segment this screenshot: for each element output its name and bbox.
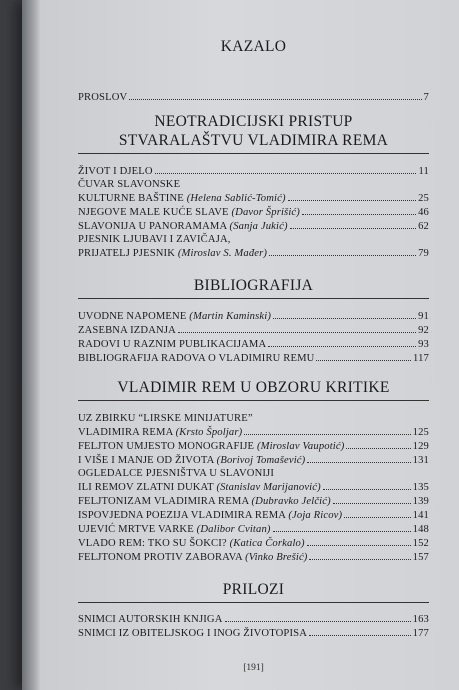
entry-page: 117	[413, 353, 429, 364]
entry-page: 163	[412, 614, 429, 625]
entry-title: I VIŠE I MANJE OD ŽIVOTA (Borivoj Tomašević)	[78, 455, 306, 466]
dot-leader	[307, 545, 411, 546]
toc-entry	[78, 495, 429, 509]
page-spine-shadow	[22, 0, 40, 690]
entry-title: FELJTON UMJESTO MONOGRAFIJE (Miroslav Vaupotić)	[78, 441, 345, 452]
toc-entry	[78, 537, 429, 551]
entry-title: SNIMCI IZ OBITELJSKOG I INOG ŽIVOTOPISA	[78, 628, 307, 639]
section-heading-2: BIBLIOGRAFIJA	[193, 277, 314, 294]
entry-title: FELJTONIZAM VLADIMIRA REMA (Dubravko Jelčić)	[78, 496, 331, 507]
entry-page: 139	[412, 496, 429, 507]
section-heading-1b: STVARALAŠTVU VLADIMIRA REMA	[118, 132, 389, 149]
entry-title: BIBLIOGRAFIJA RADOVA O VLADIMIRU REMU	[78, 353, 315, 364]
toc-entry	[78, 551, 429, 565]
entry-title: ISPOVJEDNA POEZIJA VLADIMIRA REMA (Joja Ricov)	[78, 510, 343, 521]
dot-leader	[244, 434, 410, 435]
entry-title: RADOVI U RAZNIM PUBLIKACIJAMA	[78, 339, 267, 350]
entry-page: 129	[412, 441, 429, 452]
entry-page: 62	[418, 221, 429, 232]
entry-title: VLADO REM: TKO SU ŠOKCI? (Katica Čorkalo)	[78, 538, 305, 549]
entry-page: 177	[412, 628, 429, 639]
dot-leader	[309, 635, 411, 636]
section-heading-3: VLADIMIR REM U OBZORU KRITIKE	[117, 379, 390, 396]
dot-leader	[290, 228, 416, 229]
entry-author: (Borivoj Tomašević)	[216, 455, 306, 466]
entry-author: (Stanislav Marijanović)	[216, 482, 321, 493]
entry-title: ILI REMOV ZLATNI DUKAT (Stanislav Marijanović)	[78, 482, 321, 493]
section-heading-1a: NEOTRADICIJSKI PRISTUP	[154, 113, 353, 130]
entry-page: 91	[418, 311, 429, 322]
toc-entry	[78, 324, 429, 338]
entry-author: (Sanja Jukić)	[229, 221, 288, 232]
entry-title: VLADIMIRA REMA (Krsto Špoljar)	[78, 427, 243, 438]
entry-page: 157	[412, 552, 429, 563]
entry-title: PROSLOV	[78, 92, 128, 103]
entry-author: (Helena Sablić-Tomić)	[186, 193, 286, 204]
dot-leader	[273, 318, 416, 319]
dot-leader	[307, 462, 410, 463]
entry-title: SLAVONIJA U PANORAMAMA (Sanja Jukić)	[78, 221, 288, 232]
toc-entry	[78, 627, 429, 641]
toc-entry	[78, 310, 429, 324]
entry-page: 152	[412, 538, 429, 549]
dot-leader	[225, 621, 411, 622]
toc-entry	[78, 481, 429, 495]
entry-title: SNIMCI AUTORSKIH KNJIGA	[78, 614, 223, 625]
dot-leader	[346, 448, 410, 449]
entry-author: (Katica Čorkalo)	[229, 538, 305, 549]
toc-entry	[78, 509, 429, 523]
toc-entry	[78, 220, 429, 234]
entry-author: (Davor Šprišić)	[231, 207, 300, 218]
entry-title: ZASEBNA IZDANJA	[78, 325, 176, 336]
dot-leader	[316, 360, 411, 361]
entry-title: PRIJATELJ PJESNIK (Miroslav S. Mađer)	[78, 248, 268, 259]
entry-page: 148	[412, 524, 429, 535]
dot-leader	[268, 346, 416, 347]
entry-pre-line: PJESNIK LJUBAVI I ZAVIČAJA,	[78, 234, 231, 245]
dot-leader	[344, 517, 410, 518]
entry-page: 11	[418, 166, 429, 177]
toc-entry	[78, 454, 429, 468]
toc-entry	[78, 352, 429, 366]
toc-entry	[78, 165, 429, 179]
entry-title: UJEVIĆ MRTVE VARKE (Dalibor Cvitan)	[78, 524, 271, 535]
entry-title: KULTURNE BAŠTINE (Helena Sablić-Tomić)	[78, 193, 286, 204]
entry-page: 25	[418, 193, 429, 204]
entry-page: 141	[412, 510, 429, 521]
entry-pre-line: OGLEDALCE PJESNIŠTVA U SLAVONIJI	[78, 468, 274, 479]
dot-leader	[129, 99, 421, 100]
section-rule	[78, 400, 429, 401]
entry-page: 79	[418, 248, 429, 259]
page-title: KAZALO	[220, 38, 287, 55]
dot-leader	[323, 489, 411, 490]
entry-author: (Dubravko Jelčić)	[251, 496, 331, 507]
dot-leader	[269, 255, 416, 256]
dot-leader	[155, 173, 417, 174]
entry-author: (Joja Ricov)	[288, 510, 343, 521]
toc-entry	[78, 338, 429, 352]
dot-leader	[309, 559, 410, 560]
entry-author: (Miroslav S. Mađer)	[177, 248, 268, 259]
dot-leader	[273, 531, 411, 532]
page-number: [191]	[243, 663, 264, 673]
entry-page: 93	[418, 339, 429, 350]
book-page	[22, 0, 459, 690]
entry-author: (Martin Kaminski)	[189, 311, 271, 322]
dot-leader	[302, 214, 416, 215]
dot-leader	[333, 503, 411, 504]
toc-entry	[78, 613, 429, 627]
entry-title: UVODNE NAPOMENE (Martin Kaminski)	[78, 311, 271, 322]
dot-leader	[178, 332, 416, 333]
section-heading-4: PRILOZI	[222, 581, 285, 598]
toc-entry	[78, 206, 429, 220]
entry-page: 131	[412, 455, 429, 466]
entry-page: 7	[423, 92, 429, 103]
entry-pre-line: ČUVAR SLAVONSKE	[78, 179, 181, 190]
entry-title: ŽIVOT I DJELO	[78, 166, 153, 177]
entry-page: 46	[418, 207, 429, 218]
toc-entry	[78, 426, 429, 440]
entry-author: (Miroslav Vaupotić)	[256, 441, 345, 452]
entry-author: (Vinko Brešić)	[245, 552, 308, 563]
entry-page: 92	[418, 325, 429, 336]
toc-entry	[78, 192, 429, 206]
toc-entry	[78, 247, 429, 261]
toc-entry	[78, 440, 429, 454]
entry-author: (Dalibor Cvitan)	[196, 524, 271, 535]
section-rule	[78, 602, 429, 603]
entry-page: 125	[412, 427, 429, 438]
toc-entry	[78, 523, 429, 537]
toc-entry-proslov	[78, 91, 429, 105]
entry-page: 135	[412, 482, 429, 493]
entry-title: FELJTONOM PROTIV ZABORAVA (Vinko Brešić)	[78, 552, 308, 563]
dot-leader	[288, 200, 416, 201]
entry-title: NJEGOVE MALE KUĆE SLAVE (Davor Šprišić)	[78, 207, 300, 218]
section-rule	[78, 298, 429, 299]
section-rule	[78, 153, 429, 154]
entry-author: (Krsto Špoljar)	[175, 427, 243, 438]
entry-pre-line: UZ ZBIRKU “LIRSKE MINIJATURE”	[78, 413, 253, 424]
